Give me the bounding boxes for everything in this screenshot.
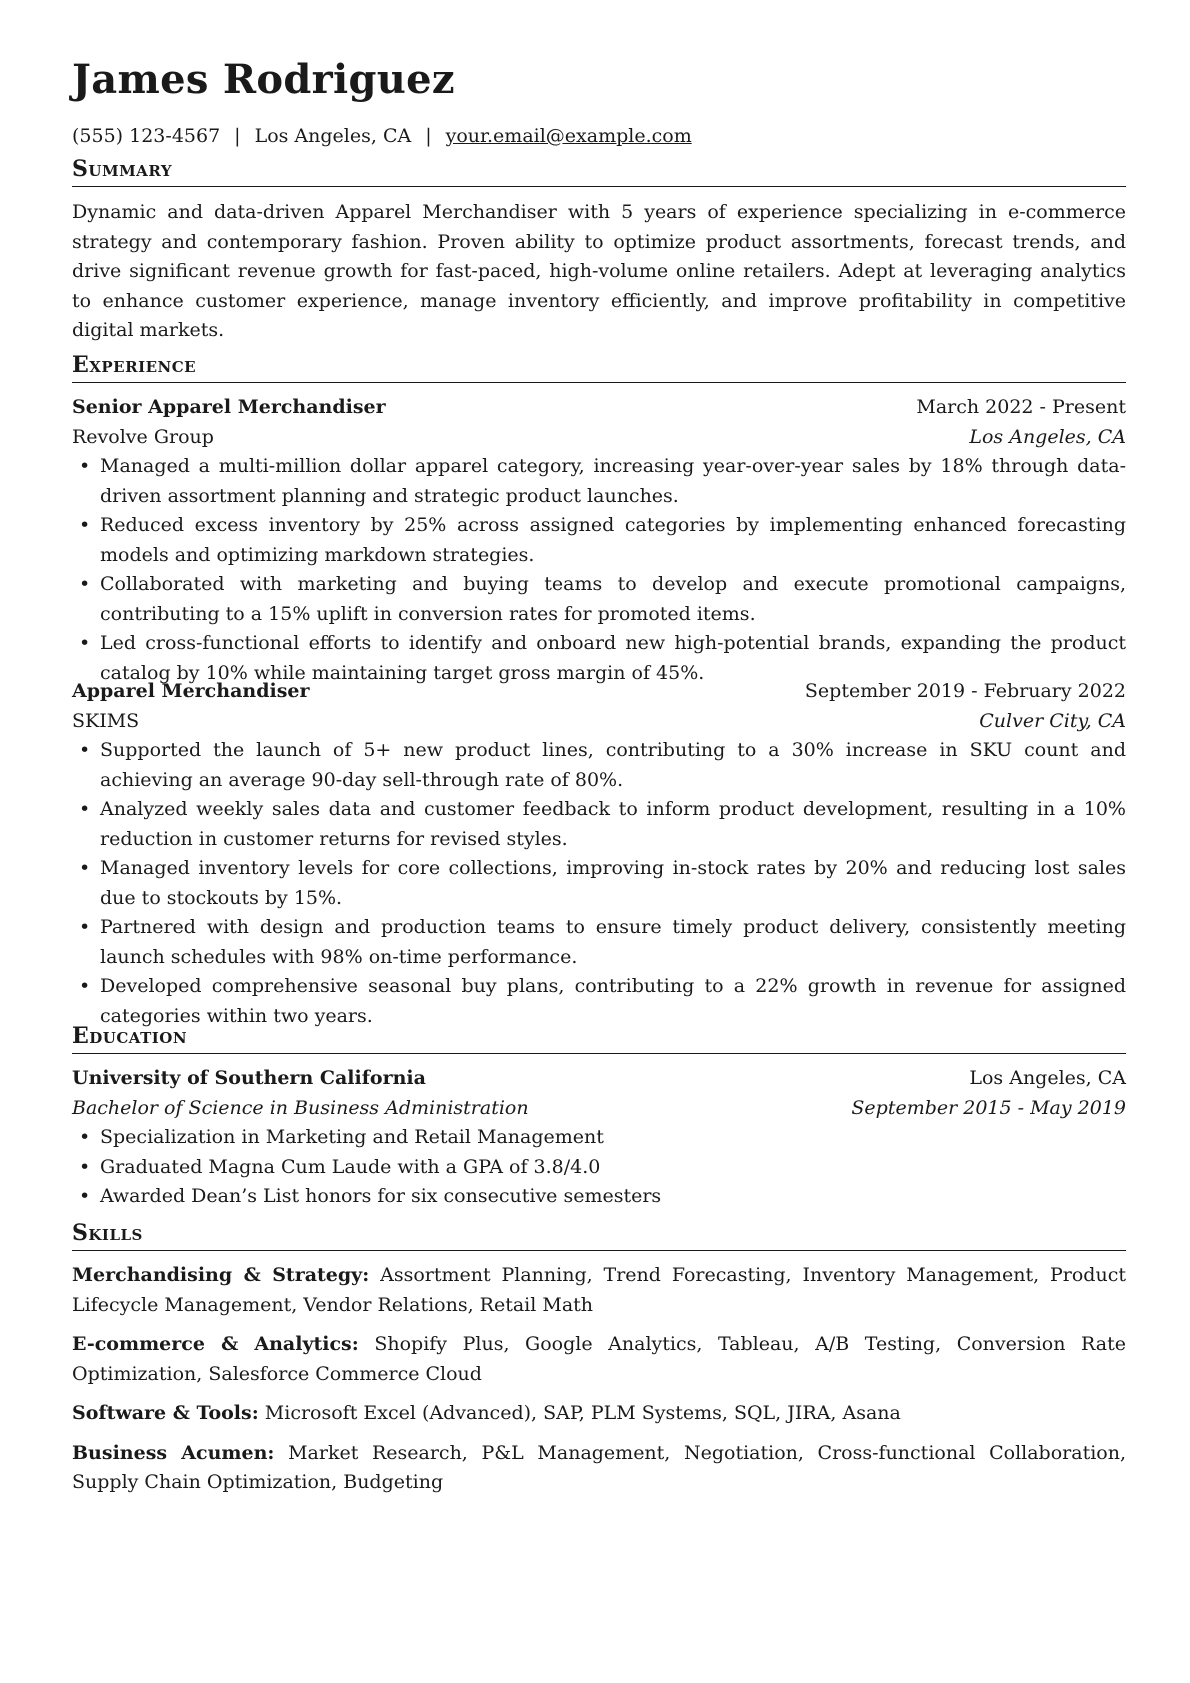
list-item: • Collaborated with marketing and buying teams to develop and execute promotional campaigns, contributing to a 15% uplift in conversion rates for promoted items. (72, 570, 1126, 629)
skills-heading: Skills (72, 1220, 1126, 1251)
list-item: • Managed inventory levels for core collections, improving in-stock rates by 20% and reducing lost sales due to stockouts by 15%. (72, 854, 1126, 913)
job-dates: September 2019 - February 2022 (804, 680, 1126, 702)
skill-group-items: Shopify Plus, Google Analytics, Tableau, A/B Testing, Conversion Rate Optimization, Salesforce Commerce Cloud (72, 1333, 1126, 1385)
list-item: • Developed comprehensive seasonal buy plans, contributing to a 22% growth in revenue for assigned categories within two years. (72, 972, 1126, 1031)
summary-text: Dynamic and data-driven Apparel Merchandiser with 5 years of experience specializing in e-commerce strategy and contemporary fashion. Proven ability to optimize product assortments, forecast trends, and drive significant revenue growth for fast-paced, high-volume online retailers. Adept at leveraging analytics to enhance customer experience, manage inventory efficiently, and improve profitability in competitive digital markets. (72, 201, 1126, 341)
company-name: SKIMS (72, 709, 140, 732)
job-dates: March 2022 - Present (916, 396, 1126, 418)
skill-group (72, 1439, 1126, 1498)
job-title: Apparel Merchandiser (72, 680, 310, 702)
list-item: • Managed a multi-million dollar apparel category, increasing year-over-year sales by 18% through data-driven assortment planning and strategic product launches. (72, 452, 1126, 511)
list-item: • Supported the launch of 5+ new product lines, contributing to a 30% increase in SKU count and achieving an average 90-day sell-through rate of 80%. (72, 736, 1126, 795)
list-item: • Specialization in Marketing and Retail Management (72, 1123, 1126, 1153)
job-location: Los Angeles, CA (969, 425, 1126, 448)
job-entry (72, 677, 1126, 1031)
skill-group-items: Assortment Planning, Trend Forecasting, Inventory Management, Product Lifecycle Management, Vendor Relations, Retail Math (72, 1264, 1126, 1316)
school-name: University of Southern California (72, 1067, 426, 1089)
list-item: • Awarded Dean’s List honors for six consecutive semesters (72, 1182, 1126, 1212)
job-bullets (72, 736, 1126, 1031)
education-entry (72, 1064, 1126, 1212)
education-heading: Education (72, 1023, 1126, 1054)
contact-line (72, 124, 692, 148)
job-location: Culver City, CA (979, 709, 1126, 732)
skill-group (72, 1261, 1126, 1320)
school-location: Los Angeles, CA (969, 1067, 1126, 1089)
education-dates: September 2015 - May 2019 (851, 1096, 1126, 1119)
skills-section (72, 1261, 1126, 1508)
contact-location: Los Angeles, CA (254, 125, 412, 147)
summary-heading: Summary (72, 156, 1126, 187)
job-title: Senior Apparel Merchandiser (72, 396, 386, 418)
contact-separator: | (425, 125, 432, 147)
list-item: • Reduced excess inventory by 25% across assigned categories by implementing enhanced forecasting models and optimizing markdown strategies. (72, 511, 1126, 570)
skill-group-label: Software & Tools: (72, 1402, 259, 1424)
degree: Bachelor of Science in Business Administration (72, 1096, 529, 1119)
skill-group-items: Microsoft Excel (Advanced), SAP, PLM Systems, SQL, JIRA, Asana (264, 1402, 901, 1424)
summary-section (72, 198, 1126, 346)
experience-heading: Experience (72, 352, 1126, 383)
list-item: • Led cross-functional efforts to identify and onboard new high-potential brands, expanding the product catalog by 10% while maintaining target gross margin of 45%. (72, 629, 1126, 688)
list-item: • Graduated Magna Cum Laude with a GPA of 3.8/4.0 (72, 1153, 1126, 1183)
skill-group-items: Market Research, P&L Management, Negotiation, Cross-functional Collaboration, Supply Chain Optimization, Budgeting (72, 1441, 1126, 1493)
company-name: Revolve Group (72, 425, 214, 448)
skill-group-label: Business Acumen: (72, 1441, 275, 1464)
list-item: • Analyzed weekly sales data and customer feedback to inform product development, resulting in a 10% reduction in customer returns for revised styles. (72, 795, 1126, 854)
skill-group-label: Merchandising & Strategy: (72, 1264, 370, 1286)
candidate-name: James Rodriguez (72, 56, 455, 103)
phone-number: (555) 123-4567 (72, 125, 221, 147)
skill-group-label: E-commerce & Analytics: (72, 1333, 359, 1355)
skill-group (72, 1330, 1126, 1389)
contact-separator: | (234, 125, 241, 147)
job-bullets (72, 452, 1126, 688)
skill-group (72, 1399, 1126, 1429)
list-item: • Partnered with design and production teams to ensure timely product delivery, consistently meeting launch schedules with 98% on-time performance. (72, 913, 1126, 972)
job-entry (72, 393, 1126, 688)
education-bullets (72, 1123, 1126, 1212)
email-link[interactable]: your.email@example.com (445, 125, 692, 147)
